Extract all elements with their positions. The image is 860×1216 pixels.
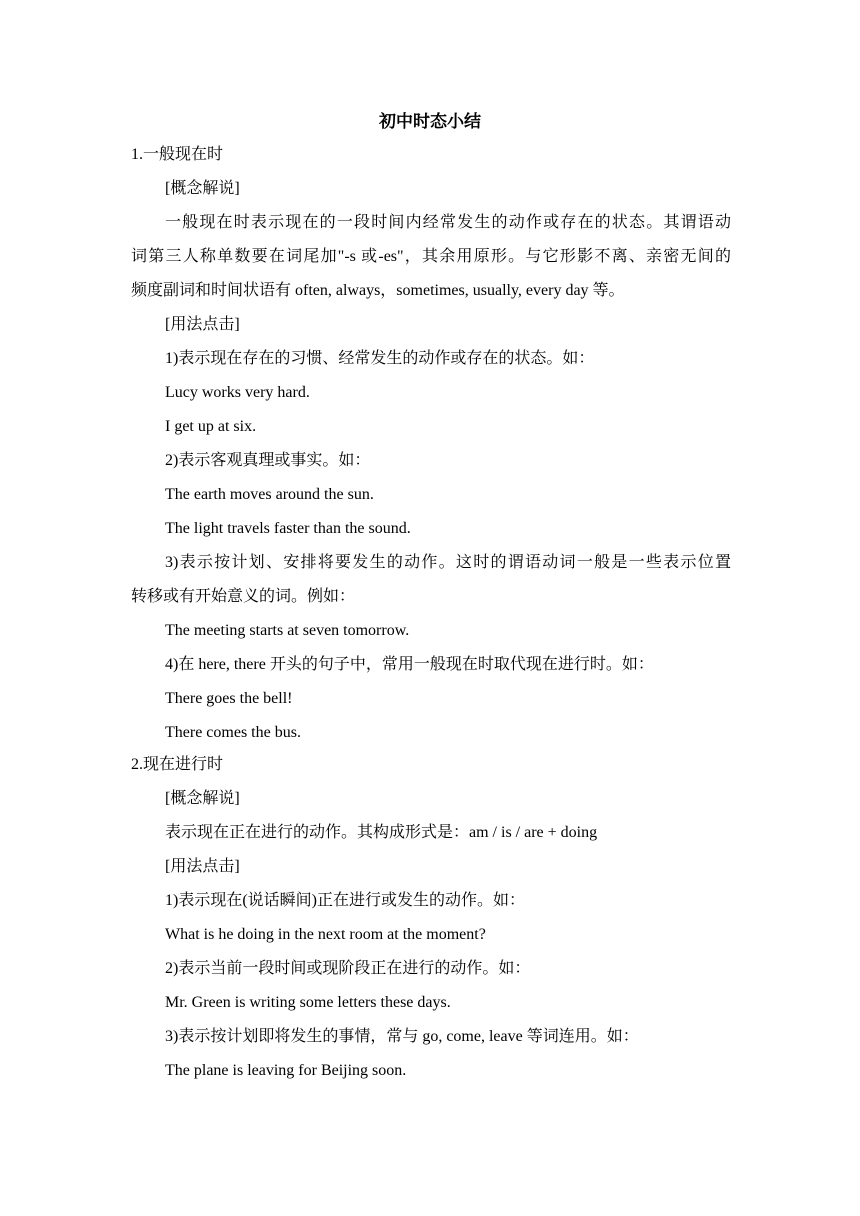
paragraph-line: 频度副词和时间状语有 often, always，sometimes, usually, every day 等。 xyxy=(131,282,625,299)
example-sentence: The meeting starts at seven tomorrow. xyxy=(165,622,410,639)
usage-point: 4)在 here, there 开头的句子中，常用一般现在时取代现在进行时。如： xyxy=(165,656,654,673)
subheading: [用法点击] xyxy=(165,858,240,875)
section-heading: 1.一般现在时 xyxy=(131,146,224,163)
usage-point: 1)表示现在存在的习惯、经常发生的动作或存在的状态。如： xyxy=(165,350,595,367)
example-sentence: What is he doing in the next room at the moment? xyxy=(165,926,486,943)
usage-point: 转移或有开始意义的词。例如： xyxy=(131,588,356,605)
paragraph-line: 词第三人称单数要在词尾加"-s 或-es"，其余用原形。与它形影不离、亲密无间的 xyxy=(131,248,731,265)
example-sentence: There comes the bus. xyxy=(165,724,301,741)
paragraph-line: 表示现在正在进行的动作。其构成形式是：am / is / are + doing xyxy=(165,824,598,841)
example-sentence: The light travels faster than the sound. xyxy=(165,520,411,537)
paragraph-line: 一般现在时表示现在的一段时间内经常发生的动作或存在的状态。其谓语动 xyxy=(165,214,731,231)
usage-point: 3)表示按计划、安排将要发生的动作。这时的谓语动词一般是一些表示位置 xyxy=(165,554,731,571)
usage-point: 2)表示当前一段时间或现阶段正在进行的动作。如： xyxy=(165,960,531,977)
usage-point: 2)表示客观真理或事实。如： xyxy=(165,452,371,469)
subheading: [概念解说] xyxy=(165,790,240,807)
section-heading: 2.现在进行时 xyxy=(131,756,224,773)
subheading: [用法点击] xyxy=(165,316,240,333)
example-sentence: Mr. Green is writing some letters these days. xyxy=(165,994,451,1011)
example-sentence: I get up at six. xyxy=(165,418,257,435)
example-sentence: There goes the bell! xyxy=(165,690,293,707)
example-sentence: Lucy works very hard. xyxy=(165,384,310,401)
example-sentence: The earth moves around the sun. xyxy=(165,486,374,503)
usage-point: 1)表示现在(说话瞬间)正在进行或发生的动作。如： xyxy=(165,892,525,909)
usage-point: 3)表示按计划即将发生的事情，常与 go, come, leave 等词连用。如： xyxy=(165,1028,639,1045)
example-sentence: The plane is leaving for Beijing soon. xyxy=(165,1062,407,1079)
document-title: 初中时态小结 xyxy=(379,112,481,131)
subheading: [概念解说] xyxy=(165,180,240,197)
